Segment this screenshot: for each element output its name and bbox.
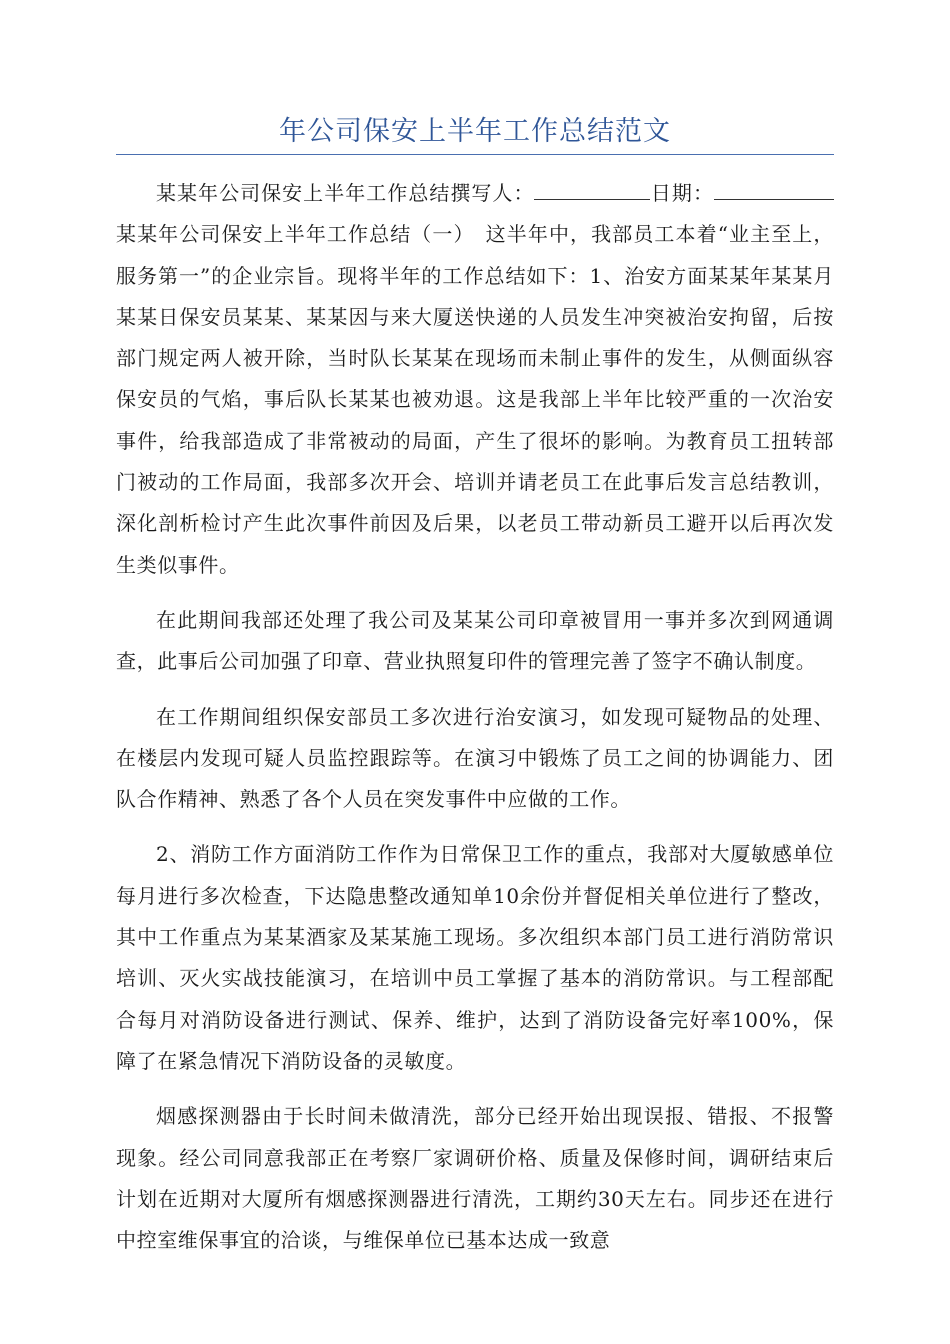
intro-author-label: 某某年公司保安上半年工作总结撰写人： [156,181,535,205]
body-paragraph-drill: 在工作期间组织保安部员工多次进行治安演习，如发现可疑物品的处理、在楼层内发现可疑人员监控跟踪等。在演习中锻炼了员工之间的协调能力、团队合作精神、熟悉了各个人员在突发事件中应做的工作。 [116,704,834,812]
author-blank [534,178,650,200]
document-title: 年公司保安上半年工作总结范文 [279,116,671,147]
title-underline [116,154,834,155]
body-paragraph-smoke-detector: 烟感探测器由于长时间未做清洗，部分已经开始出现误报、错报、不报警现象。经公司同意我部正在考察厂家调研价格、质量及保修时间，调研结束后计划在近期对大厦所有烟感探测器进行清洗，工期约30天左右。同步还在进行中控室维保事宜的洽谈，与维保单位已基本达成一致意 [116,1104,834,1253]
intro-paragraph [116,173,834,586]
intro-date-label: 日期： [650,181,714,205]
document-body [116,173,834,1261]
date-blank [714,178,834,200]
intro-body-text: 某某年公司保安上半年工作总结（一） 这半年中，我部员工本着“业主至上，服务第一”的企业宗旨。现将半年的工作总结如下：1、治安方面某某年某某月某某日保安员某某、某某因与来大厦送快递的人员发生冲突被治安拘留，后按部门规定两人被开除，当时队长某某在现场而未制止事件的发生，从侧面纵容保安员的气焰，事后队长某某也被劝退。这是我部上半年比较严重的一次治安事件，给我部造成了非常被动的局面，产生了很坏的影响。为教育员工扭转部门被动的工作局面，我部多次开会、培训并请老员工在此事后发言总结教训，深化剖析检讨产生此次事件前因及后果，以老员工带动新员工避开以后再次发生类似事件。 [116,222,834,577]
body-paragraph-seal: 在此期间我部还处理了我公司及某某公司印章被冒用一事并多次到网通调查，此事后公司加强了印章、营业执照复印件的管理完善了签字不确认制度。 [116,607,834,674]
body-paragraph-fire: 2、消防工作方面消防工作作为日常保卫工作的重点，我部对大厦敏感单位每月进行多次检查，下达隐患整改通知单10余份并督促相关单位进行了整改，其中工作重点为某某酒家及某某施工现场。多次组织本部门员工进行消防常识培训、灭火实战技能演习，在培训中员工掌握了基本的消防常识。与工程部配合每月对消防设备进行测试、保养、维护，达到了消防设备完好率100%，保障了在紧急情况下消防设备的灵敏度。 [116,842,834,1073]
